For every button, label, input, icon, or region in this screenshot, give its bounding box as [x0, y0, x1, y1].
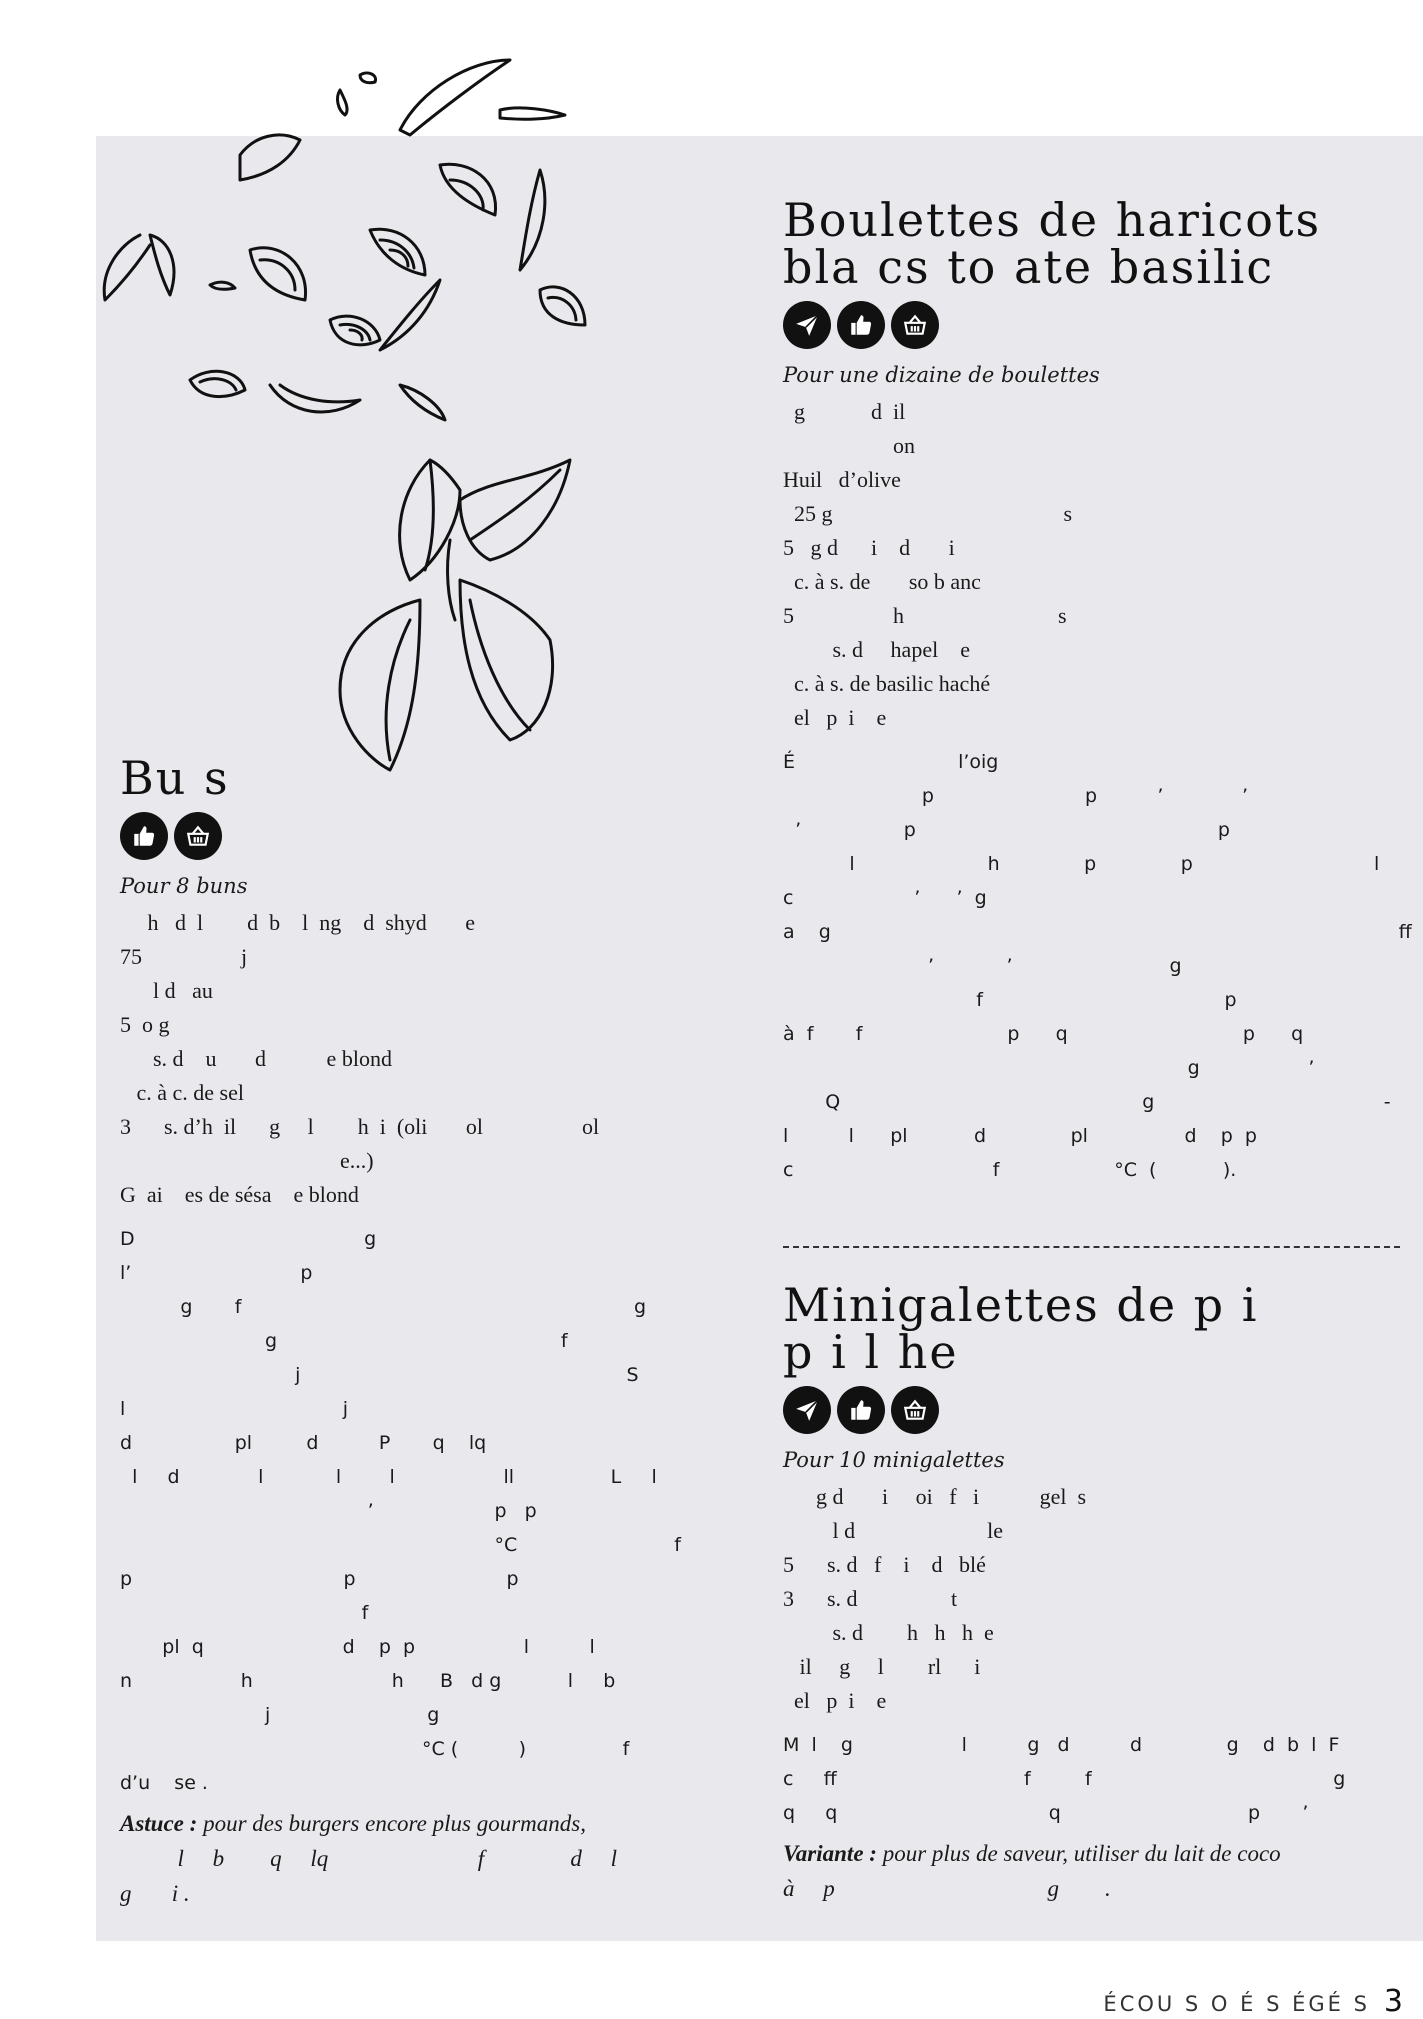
- basket-icon: [891, 1386, 939, 1434]
- ingredient-item: c. à s. de basilic haché: [783, 671, 991, 696]
- variant-text: pour plus de saveur, utiliser du lait de coco à p g .: [783, 1841, 1281, 1901]
- ingredient-item: l d le: [783, 1518, 1003, 1543]
- servings: Pour 8 buns: [120, 874, 248, 898]
- recipe-title: Bu s: [120, 751, 230, 805]
- recipe-minigalettes: [783, 1278, 1398, 1906]
- thumbs-up-icon: [837, 1386, 885, 1434]
- onion-basil-illustration-icon: [40, 40, 640, 820]
- ingredient-item: l d au: [120, 978, 213, 1003]
- ingredient-item: g d i oi f i gel s: [783, 1484, 1087, 1509]
- thumbs-up-icon: [837, 301, 885, 349]
- recipe-title: [783, 193, 1398, 294]
- ingredient-item: G ai es de sésa e blond: [120, 1182, 359, 1207]
- ingredient-item: 3 s. d t: [783, 1586, 958, 1611]
- ingredient-item: 25 g s: [783, 501, 1073, 526]
- ingredient-item: c. à s. de so b anc: [783, 569, 981, 594]
- ingredient-item: il g l rl i: [783, 1654, 981, 1679]
- recipe-title-line1: Boulettes de haricots: [783, 193, 1322, 247]
- tip-box: [120, 1806, 740, 1911]
- ingredient-item: e...): [120, 1148, 374, 1173]
- ingredient-list: [120, 906, 740, 1212]
- ingredient-item: 5 g d i d i: [783, 535, 955, 560]
- tip-label: Astuce :: [120, 1811, 198, 1836]
- recipe-badges: [783, 301, 1398, 349]
- ingredient-item: c. à c. de sel: [120, 1080, 244, 1105]
- ingredient-item: Huil d’olive: [783, 467, 901, 492]
- servings: Pour une dizaine de boulettes: [783, 363, 1100, 387]
- page-number: 3: [1383, 1984, 1403, 2019]
- ingredient-item: s. d hapel e: [783, 637, 970, 662]
- variant-label: Variante :: [783, 1841, 877, 1866]
- ingredient-item: 5 s. d f i d blé: [783, 1552, 986, 1577]
- method-text: D g l’ p g f g g f j S l j d pl d P q lq l d l l l ll L l ’ p p °C f p p p f pl q d p p l l n h h B d g l b j g °C ( ) f d’u se .: [120, 1228, 681, 1794]
- variant-box: [783, 1836, 1398, 1906]
- ingredient-list: [783, 395, 1398, 735]
- ingredient-list: [783, 1480, 1398, 1718]
- method-text: M l g l g d d g d b l F c ff f f g q q q p ’: [783, 1734, 1346, 1824]
- ingredient-item: g d il: [783, 399, 906, 424]
- section-divider: [783, 1246, 1400, 1248]
- ingredient-item: 3 s. d’h il g l h i (oli ol ol: [120, 1114, 600, 1139]
- ingredient-item: el p i e: [783, 1688, 887, 1713]
- recipe-title-line2: p i l he: [783, 1325, 959, 1379]
- method-text: É l’oig p p ’ ’ ’ p p l h p p l c ’ ’ g a g ’ ’ g f p à f f p q p q g ’ Q g - l l pl d pl d p p c f °C ( ).: [783, 751, 1391, 1181]
- page-footer: [1103, 1984, 1403, 2019]
- ingredient-item: s. d h h h e: [783, 1620, 994, 1645]
- tip-text: pour des burgers encore plus gourmands, l b q lq f d l g i .: [120, 1811, 618, 1906]
- recipe-badges: [120, 812, 740, 860]
- ingredient-item: el p i e: [783, 705, 887, 730]
- basket-icon: [891, 301, 939, 349]
- ingredient-item: 75 j: [120, 944, 248, 969]
- basket-icon: [174, 812, 222, 860]
- paper-plane-icon: [783, 301, 831, 349]
- recipe-title: [783, 1278, 1398, 1379]
- ingredient-item: 5 h s: [783, 603, 1067, 628]
- recipe-title-line1: Minigalettes de p i: [783, 1278, 1259, 1332]
- paper-plane-icon: [783, 1386, 831, 1434]
- recipe-badges: [783, 1386, 1398, 1434]
- ingredient-item: 5 o g: [120, 1012, 170, 1037]
- footer-text: ÉCOU S O É S ÉGÉ S: [1103, 1992, 1370, 2016]
- ingredient-item: h d l d b l ng d shyd e: [120, 910, 476, 935]
- ingredient-item: on: [783, 433, 915, 458]
- ingredient-item: s. d u d e blond: [120, 1046, 392, 1071]
- servings: Pour 10 minigalettes: [783, 1448, 1005, 1472]
- recipe-boulettes: [783, 193, 1398, 1193]
- recipe-title-line2: bla cs to ate basilic: [783, 240, 1275, 294]
- recipe-buns: [120, 751, 740, 1911]
- thumbs-up-icon: [120, 812, 168, 860]
